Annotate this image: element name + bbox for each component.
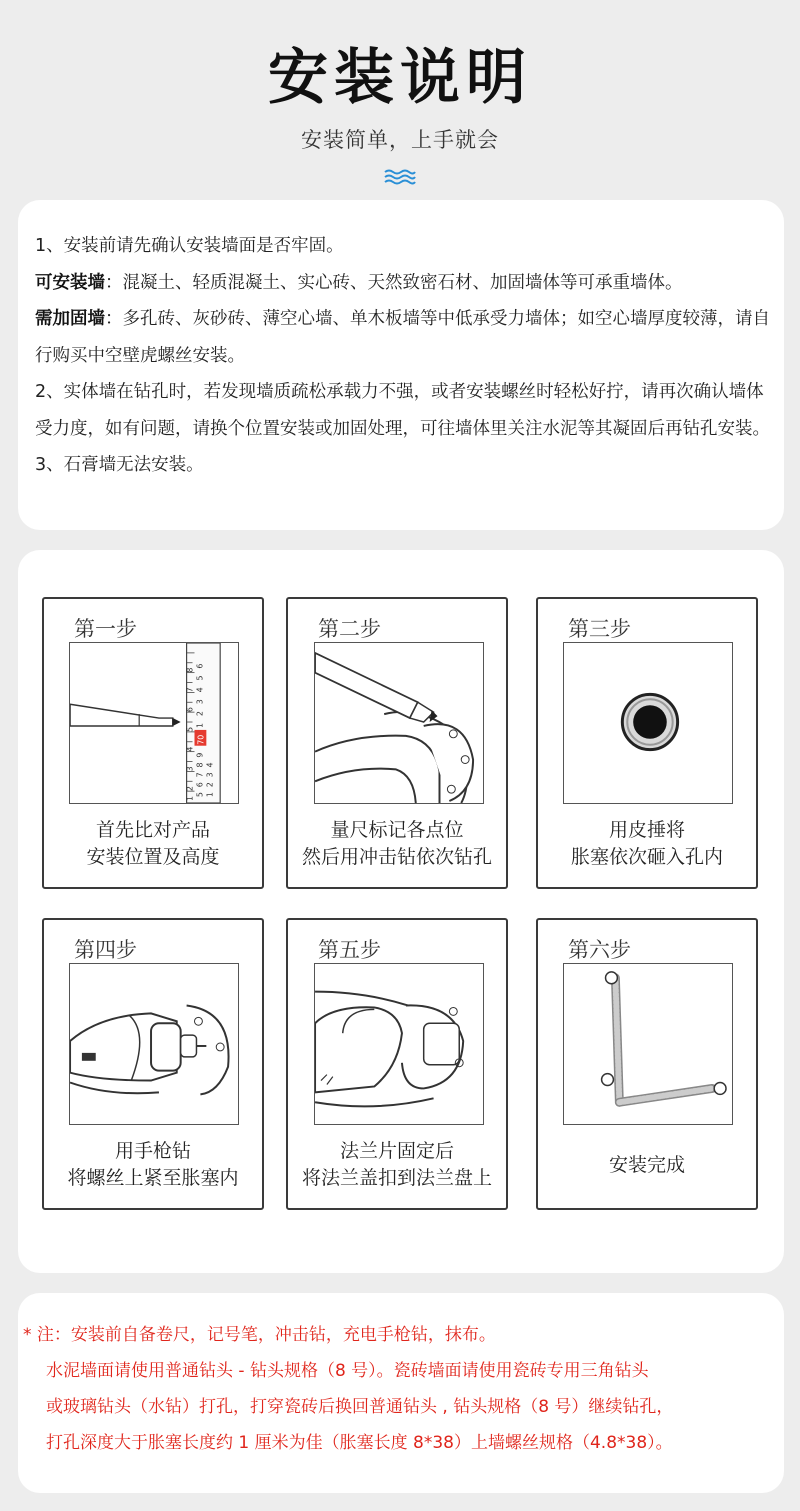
step-3-caption-line-2: 胀塞依次砸入孔内 bbox=[570, 846, 723, 868]
ruler-upper-digit: 6 bbox=[195, 663, 205, 669]
step-3-caption bbox=[538, 817, 756, 871]
step-1-title: 第一步 bbox=[74, 617, 137, 641]
step-2-caption bbox=[288, 817, 506, 871]
ruler-upper-digit: 4 bbox=[195, 687, 205, 693]
ruler-upper-digit: 3 bbox=[195, 699, 205, 705]
notes-card bbox=[18, 1293, 784, 1493]
ruler-lower-digit: 8 bbox=[195, 762, 205, 768]
step-2-illustration bbox=[314, 642, 484, 804]
ruler-left-digit: 8 bbox=[185, 667, 195, 673]
step-3-panel bbox=[536, 597, 758, 889]
step-6-caption-line-1: 安装完成 bbox=[608, 1154, 685, 1176]
ruler-left-digit: 4 bbox=[185, 746, 195, 752]
ruler-lower-digit: 5 bbox=[195, 792, 205, 798]
step-2-panel bbox=[286, 597, 508, 889]
step-4-caption bbox=[44, 1138, 262, 1192]
ruler-left-digit: 6 bbox=[185, 707, 195, 713]
ok-walls-label: 可安装墙 bbox=[35, 272, 105, 293]
wall-requirements-card bbox=[18, 200, 784, 530]
step-3-illustration bbox=[563, 642, 733, 804]
ruler-left-digit: 5 bbox=[185, 726, 195, 732]
ruler-lower-digit: 1 bbox=[205, 792, 215, 798]
page-title: 安装说明 bbox=[268, 43, 532, 113]
step-4-caption-line-2: 将螺丝上紧至胀塞内 bbox=[67, 1167, 239, 1189]
note-line-3: 或玻璃钻头（水钻）打孔，打穿瓷砖后换回普通钻头 , 钻头规格（8 号）继续钻孔， bbox=[46, 1397, 674, 1417]
wave-icon bbox=[383, 168, 417, 186]
step-5-caption bbox=[288, 1138, 506, 1192]
ruler-lower-digit: 3 bbox=[205, 772, 215, 778]
step-1-caption-line-1: 首先比对产品 bbox=[95, 819, 210, 841]
step-6-panel bbox=[536, 918, 758, 1210]
note-line-4: 打孔深度大于胀塞长度约 1 厘米为佳（胀塞长度 8*38）上墙螺丝规格（4.8*38）。 bbox=[46, 1433, 673, 1453]
note-line-1: * 注：安装前自备卷尺，记号笔，冲击钻，充电手枪钻，抹布。 bbox=[23, 1325, 496, 1345]
ruler-lower-digit: 2 bbox=[205, 782, 215, 788]
step-4-caption-line-1: 用手枪钻 bbox=[114, 1140, 191, 1162]
step-6-illustration bbox=[563, 963, 733, 1125]
step-5-illustration bbox=[314, 963, 484, 1125]
step-3-caption-line-1: 用皮捶将 bbox=[608, 819, 685, 841]
step-5-title: 第五步 bbox=[318, 938, 381, 962]
step-4-title: 第四步 bbox=[74, 938, 137, 962]
requirement-item-2: 2、实体墙在钻孔时，若发现墙质疏松承载力不强，或者安装螺丝时轻松好拧，请再次确认墙体受力度，如有问题，请换个位置安装或加固处理，可往墙体里关注水泥等其凝固后再钻孔安装。 bbox=[35, 382, 770, 439]
ruler-upper-digit: 1 bbox=[195, 722, 205, 728]
note-line-2: 水泥墙面请使用普通钻头 - 钻头规格（8 号）。瓷砖墙面请使用瓷砖专用三角钻头 bbox=[46, 1361, 649, 1381]
ok-walls-text: ：混凝土、轻质混凝土、实心砖、天然致密石材、加固墙体等可承重墙体。 bbox=[105, 272, 683, 293]
marker-ruler-icon bbox=[70, 643, 238, 803]
ruler-upper-digit: 5 bbox=[195, 675, 205, 681]
ruler-upper-digit: 2 bbox=[195, 711, 205, 717]
step-6-title: 第六步 bbox=[568, 938, 631, 962]
step-4-panel bbox=[42, 918, 264, 1210]
install-steps-card bbox=[18, 550, 784, 1273]
reinforce-walls-text: ：多孔砖、灰砂砖、薄空心墙、单木板墙等中低承受力墙体；如空心墙厚度较薄，请自行购买中空壁虎螺丝安装。 bbox=[35, 309, 770, 366]
step-1-caption-line-2: 安装位置及高度 bbox=[86, 846, 220, 868]
marker-flange-icon bbox=[315, 643, 483, 803]
step-1-illustration bbox=[69, 642, 239, 804]
ruler-left-digit: 1 bbox=[185, 795, 195, 802]
step-1-panel bbox=[42, 597, 264, 889]
flange-cover-icon bbox=[315, 964, 483, 1124]
step-5-caption-line-2: 将法兰盖扣到法兰盘上 bbox=[301, 1167, 492, 1189]
ruler-lower-digit: 6 bbox=[195, 782, 205, 788]
step-1-caption bbox=[44, 817, 262, 871]
reinforce-walls-label: 需加固墙 bbox=[35, 309, 105, 329]
requirement-item-1: 1、安装前请先确认安装墙面是否牢固。 bbox=[35, 236, 344, 256]
requirement-ok-walls bbox=[35, 265, 775, 302]
ruler-lower-digit: 7 bbox=[195, 772, 205, 778]
requirement-reinforce-walls bbox=[35, 301, 775, 374]
notes-text bbox=[23, 1317, 783, 1461]
step-2-caption-line-1: 量尺标记各点位 bbox=[330, 819, 464, 841]
grab-bar-icon bbox=[564, 964, 732, 1124]
requirement-item-3: 3、石膏墙无法安装。 bbox=[35, 455, 204, 475]
ruler-lower-digit: 9 bbox=[195, 752, 205, 758]
wall-requirements-text bbox=[35, 228, 775, 484]
step-2-caption-line-2: 然后用冲击钻依次钻孔 bbox=[301, 846, 492, 868]
ruler-left-digit: 2 bbox=[185, 786, 195, 792]
ruler-lower-digit: 4 bbox=[205, 762, 215, 768]
power-drill-icon bbox=[70, 964, 238, 1124]
step-4-illustration bbox=[69, 963, 239, 1125]
step-5-caption-line-1: 法兰片固定后 bbox=[339, 1140, 454, 1162]
page-subtitle: 安装简单，上手就会 bbox=[301, 128, 499, 152]
ruler-mark-label: 70 bbox=[196, 734, 206, 745]
step-5-panel bbox=[286, 918, 508, 1210]
wall-plug-hole-icon bbox=[564, 643, 732, 803]
step-3-title: 第三步 bbox=[568, 617, 631, 641]
ruler-left-digit: 7 bbox=[185, 687, 195, 693]
step-6-caption bbox=[538, 1152, 756, 1179]
step-2-title: 第二步 bbox=[318, 617, 381, 641]
ruler-left-digit: 3 bbox=[185, 766, 195, 772]
